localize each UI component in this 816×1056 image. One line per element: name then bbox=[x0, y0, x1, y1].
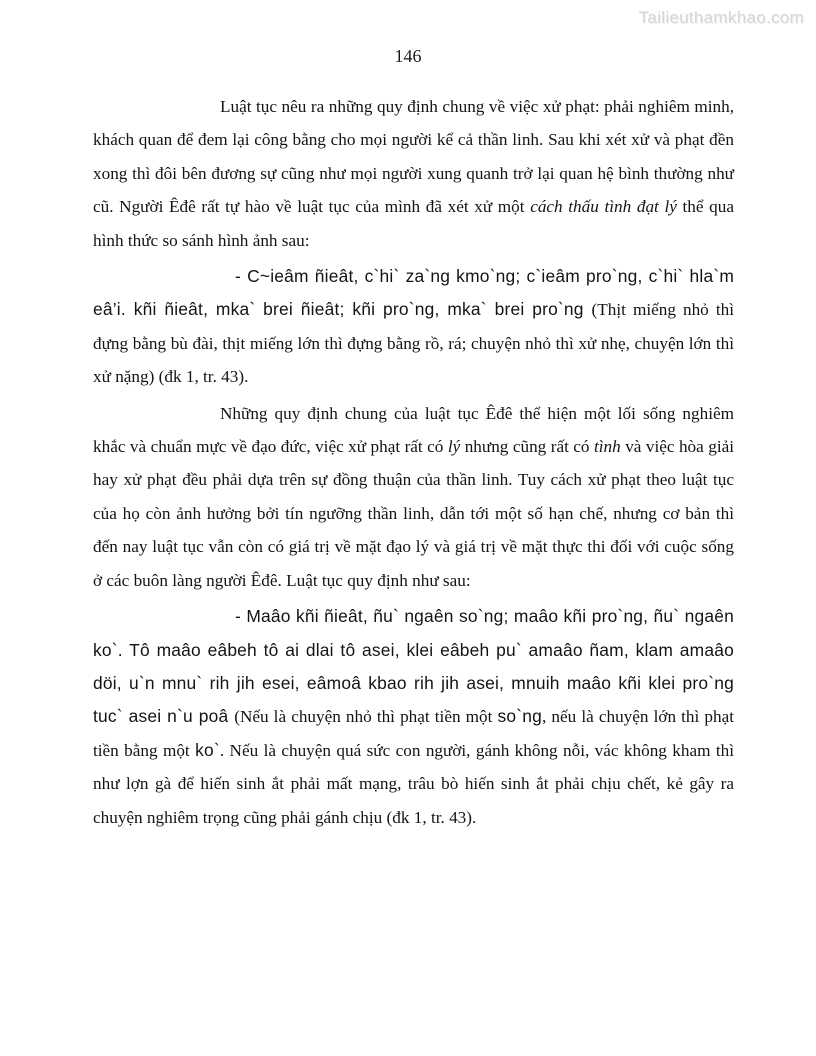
page-body bbox=[93, 90, 734, 837]
text-segment: ko` bbox=[195, 739, 220, 760]
quote-paragraph bbox=[93, 260, 734, 394]
text-segment: . Nếu là chuyện quá sức con người, gánh không nỗi, vác không kham thì như lợn gà để hiến sinh ắt phải mất mạng, trâu bò hiến sinh ắt phải chịu chết, kẻ gây ra chuyện nghiêm trọng cũng phải gánh chịu (đk 1, tr. 43). bbox=[93, 740, 734, 827]
text-segment: , nếu là chuyện lớn thì phạt tiền bằng một bbox=[93, 707, 734, 760]
text-segment: lý bbox=[447, 437, 461, 457]
text-segment: (Thịt miếng nhỏ thì đựng bằng bù đài, thịt miếng lớn thì đựng bằng rồ, rá; chuyện nhỏ thì xử nhẹ, chuyện lớn thì xử nặng) (đk 1, tr. 43). bbox=[93, 300, 734, 387]
text-segment: Những quy định chung của luật tục Êđê thể hiện một lối sống nghiêm khắc và chuẩn mực về đạo đức, việc xử phạt rất có bbox=[93, 403, 734, 457]
paragraph bbox=[93, 90, 734, 257]
text-segment: thể qua hình thức so sánh hình ảnh sau: bbox=[93, 197, 734, 250]
text-segment: - Maâo kñi ñieât, ñu` ngaên so`ng; maâo kñi pro`ng, ñu` ngaên ko`. Tô maâo eâbeh tô ai dlai tô asei, klei eâbeh pu` amaâo ñam, klam amaâo döi, u`n mnu` rih jih esei, eâmoâ kbao rih jih asei, mnuih maâo kñi klei pro`ng tuc` asei n`u poâ bbox=[93, 606, 734, 727]
text-segment: Luật tục nêu ra những quy định chung về việc xử phạt: phải nghiêm minh, khách quan để đem lại công bằng cho mọi người kể cả thần linh. Sau khi xét xử và phạt đền xong thì đôi bên đương sự cũng như mọi người xung quanh trở lại quan hệ bình thường như cũ. Người Êđê rất tự hào về luật tục của mình đã xét xử một bbox=[93, 97, 734, 217]
text-segment: - C~ieâm ñieât, c`hi` za`ng kmo`ng; c`ieâm pro`ng, c`hi` hla`m eâ’i. kñi ñieât, mka` brei ñieât; kñi pro`ng, mka` brei pro`ng bbox=[93, 266, 734, 320]
text-segment: nhưng cũng rất có bbox=[460, 437, 594, 457]
text-segment: tình bbox=[593, 437, 621, 457]
watermark: Tailieuthamkhao.com bbox=[638, 8, 804, 27]
paragraph bbox=[93, 397, 734, 597]
text-segment: (Nếu là chuyện nhỏ thì phạt tiền một bbox=[234, 707, 498, 727]
page-number: 146 bbox=[394, 46, 422, 66]
text-segment: so`ng bbox=[497, 706, 543, 727]
quote-paragraph bbox=[93, 600, 734, 834]
text-segment: cách thấu tình đạt lý bbox=[530, 197, 677, 217]
text-segment: và việc hòa giải hay xử phạt đều phải dựa trên sự đồng thuận của thần linh. Tuy cách xử phạt theo luật tục của họ còn ảnh hưởng bởi tín ngưỡng thần linh, dẫn tới một số hạn chế, nhưng cơ bản thì đến nay luật tục vẫn còn có giá trị về mặt đạo lý và giá trị về mặt thực thi đối với cuộc sống ở các buôn làng người Êđê. Luật tục quy định như sau: bbox=[93, 437, 734, 590]
